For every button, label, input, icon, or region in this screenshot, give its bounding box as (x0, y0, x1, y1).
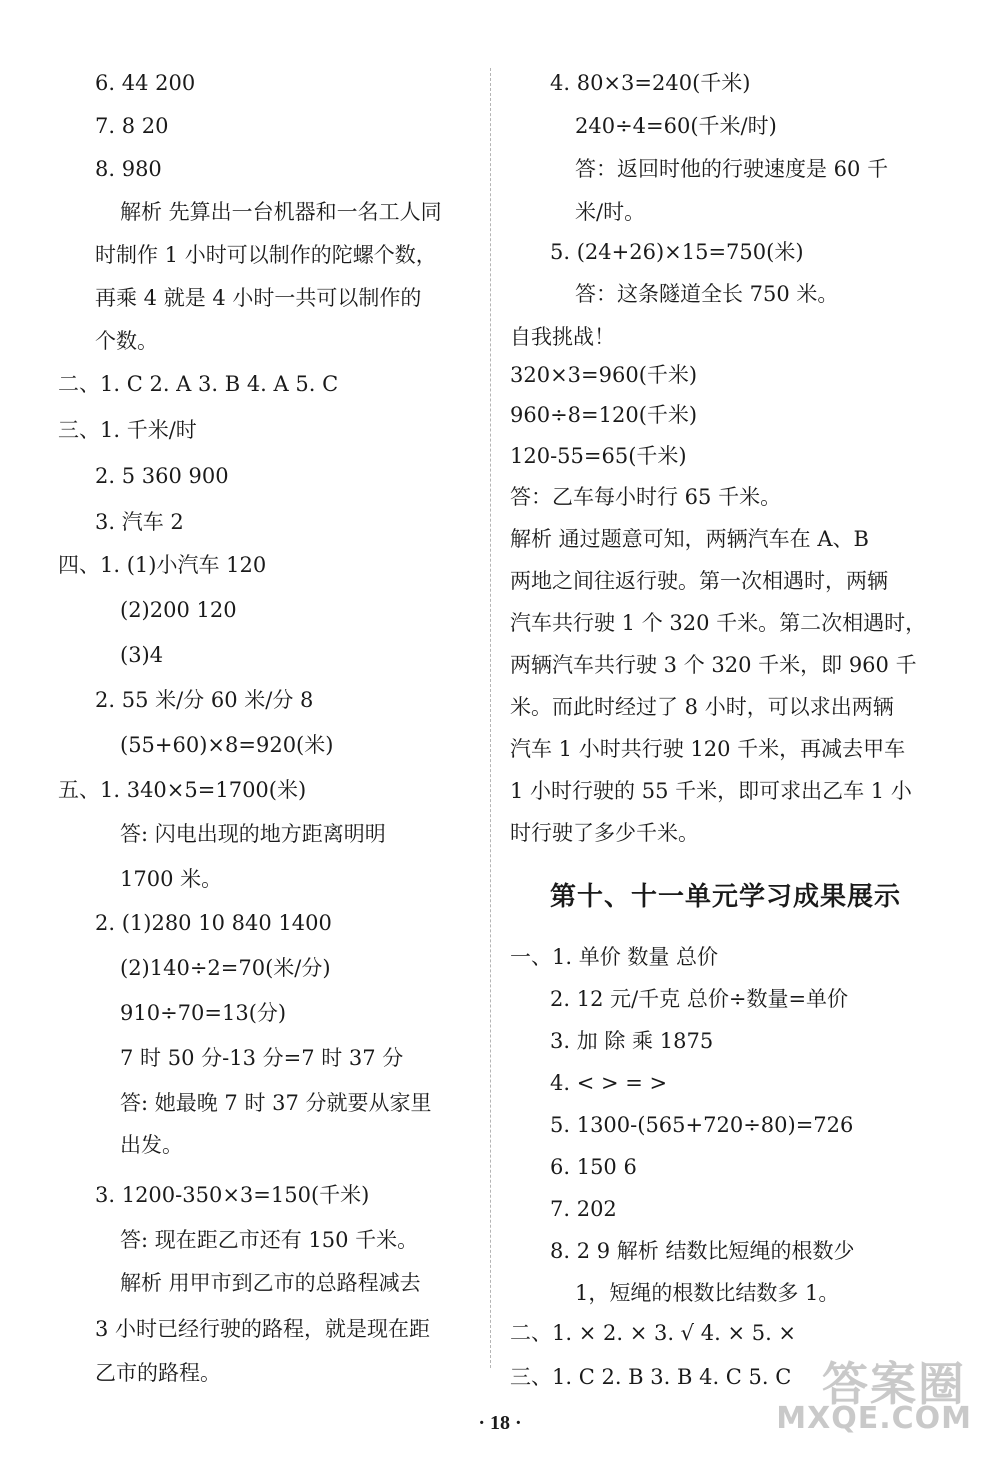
answer-line: 3. 1200-350×3=150(千米) (95, 1183, 370, 1207)
section-title: 第十、十一单元学习成果展示 (550, 882, 902, 912)
answer-line: 960÷8=120(千米) (510, 403, 698, 427)
analysis-line: 汽车 1 小时共行驶 120 千米，再减去甲车 (510, 737, 906, 761)
analysis-line: 两辆汽车共行驶 3 个 320 千米，即 960 千 (510, 653, 917, 677)
answer-line: 7 时 50 分-13 分=7 时 37 分 (120, 1046, 404, 1070)
answer-line: 7. 202 (550, 1197, 617, 1221)
answer-line: 答: 闪电出现的地方距离明明 (120, 822, 386, 846)
answer-line: 答：这条隧道全长 750 米。 (575, 282, 839, 306)
analysis-line: 3 小时已经行驶的路程，就是现在距 (95, 1317, 431, 1341)
page-number: · 18 · (478, 1412, 522, 1434)
answer-line: 答：返回时他的行驶速度是 60 千 (575, 157, 889, 181)
answer-line: 8. 980 (95, 157, 162, 181)
answer-line: 四、1. (1)小汽车 120 (58, 553, 267, 577)
analysis-line: 两地之间往返行驶。第一次相遇时，两辆 (510, 569, 888, 593)
answer-line: 三、1. 千米/时 (58, 418, 197, 442)
analysis-line: 再乘 4 就是 4 小时一共可以制作的 (95, 286, 422, 310)
answer-line: 240÷4=60(千米/时) (575, 114, 777, 138)
answer-line: 3. 加 除 乘 1875 (550, 1029, 714, 1053)
answer-line: (55+60)×8=920(米) (120, 733, 334, 757)
answer-line: 答: 她最晚 7 时 37 分就要从家里 (120, 1091, 432, 1115)
answer-line: 910÷70=13(分) (120, 1001, 287, 1025)
watermark-logo (776, 1344, 974, 1436)
answer-line: 2. 5 360 900 (95, 464, 229, 488)
answer-line: 3. 汽车 2 (95, 510, 184, 534)
challenge-heading: 自我挑战！ (510, 325, 615, 349)
answer-line: (2)140÷2=70(米/分) (120, 956, 331, 980)
analysis-line: 时制作 1 小时可以制作的陀螺个数， (95, 243, 437, 267)
answer-line: (2)200 120 (120, 598, 237, 622)
analysis-line: 1，短绳的根数比结数多 1。 (575, 1281, 840, 1305)
watermark-text: 答案圈 (822, 1357, 966, 1411)
answer-line: 答: 现在距乙市还有 150 千米。 (120, 1228, 419, 1252)
answer-line: 三、1. C 2. B 3. B 4. C 5. C (510, 1365, 792, 1389)
answer-line: 1700 米。 (120, 867, 223, 891)
answer-line: 五、1. 340×5=1700(米) (58, 778, 307, 802)
column-divider (490, 68, 491, 1368)
analysis-line: 米。而此时经过了 8 小时，可以求出两辆 (510, 695, 894, 719)
analysis-line: 解析 先算出一台机器和一名工人同 (120, 200, 442, 224)
answer-line: 320×3=960(千米) (510, 363, 698, 387)
analysis-line: 1 小时行驶的 55 千米，即可求出乙车 1 小 (510, 779, 912, 803)
answer-line: 5. (24+26)×15=750(米) (550, 240, 804, 264)
answer-line: (3)4 (120, 643, 164, 667)
analysis-line: 时行驶了多少千米。 (510, 821, 699, 845)
answer-line: 二、1. C 2. A 3. B 4. A 5. C (58, 372, 339, 396)
answer-line: 2. 12 元/千克 总价÷数量=单价 (550, 987, 849, 1011)
answer-line: 6. 150 6 (550, 1155, 637, 1179)
answer-line: 米/时。 (575, 200, 646, 224)
watermark-url: MXQE.COM (776, 1401, 972, 1436)
answer-line: 2. (1)280 10 840 1400 (95, 911, 332, 935)
answer-line: 二、1. × 2. × 3. √ 4. × 5. × (510, 1321, 797, 1345)
analysis-line: 乙市的路程。 (95, 1361, 221, 1385)
analysis-line: 个数。 (95, 329, 158, 353)
analysis-line: 解析 通过题意可知，两辆汽车在 A、B (510, 527, 869, 551)
answer-line: 120-55=65(千米) (510, 444, 687, 468)
answer-line: 4. 80×3=240(千米) (550, 71, 751, 95)
analysis-line: 汽车共行驶 1 个 320 千米。第二次相遇时， (510, 611, 927, 635)
answer-line: 4. < > = > (550, 1071, 668, 1095)
answer-line: 2. 55 米/分 60 米/分 8 (95, 688, 314, 712)
answer-line: 答：乙车每小时行 65 千米。 (510, 485, 782, 509)
answer-line: 一、1. 单价 数量 总价 (510, 945, 719, 969)
answer-line: 5. 1300-(565+720÷80)=726 (550, 1113, 854, 1137)
answer-line: 6. 44 200 (95, 71, 196, 95)
answer-line: 出发。 (120, 1133, 183, 1157)
analysis-line: 解析 用甲市到乙市的总路程减去 (120, 1271, 421, 1295)
answer-line: 8. 2 9 解析 结数比短绳的根数少 (550, 1239, 855, 1263)
answer-line: 7. 8 20 (95, 114, 169, 138)
